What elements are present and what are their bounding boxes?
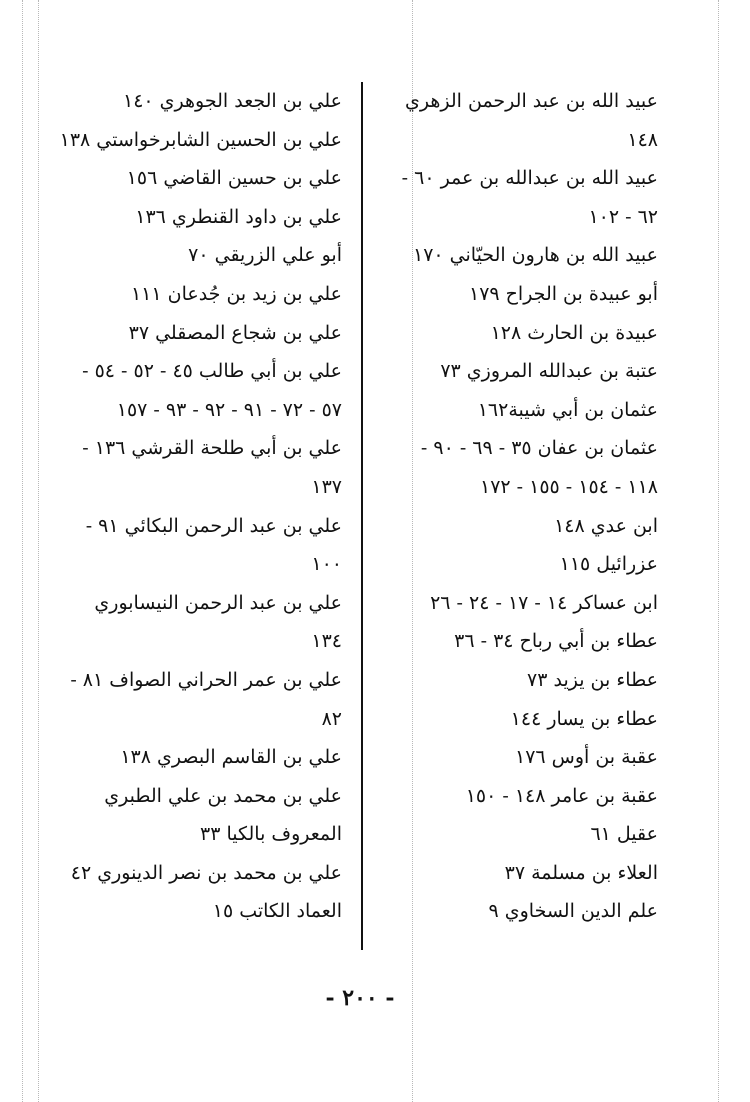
index-entry: عتبة بن عبدالله المروزي ٧٣ [440,360,658,383]
index-entry: العلاء بن مسلمة ٣٧ [504,861,658,884]
index-entry: عزرائيل ١١٥ [559,553,658,576]
index-entry: علي بن أبي طلحة القرشي ١٣٦ - [82,437,342,460]
index-entry: علي بن زيد بن جُدعان ١١١ [130,282,342,305]
index-entry: عطاء بن أبي رباح ٣٤ - ٣٦ [454,630,658,653]
index-column-left [59,82,342,931]
index-entry: عثمان بن عفان ٣٥ - ٦٩ - ٩٠ - [420,437,658,460]
index-entry: علي بن عمر الحراني الصواف ٨١ - [70,668,342,691]
index-entry: ١٤٨ [627,128,658,151]
index-entry: عبيد الله بن هارون الحيّاني ١٧٠ [413,244,658,267]
index-entry: علي بن محمد بن نصر الدينوري ٤٢ [70,861,342,884]
index-entry: علم الدين السخاوي ٩ [488,900,658,923]
index-entry: عبيدة بن الحارث ١٢٨ [490,321,658,344]
index-entry: ٦٢ - ١٠٢ [588,205,658,228]
scan-artifact-line [38,0,39,1102]
index-entry: عثمان بن أبي شيبة١٦٢ [477,398,658,421]
index-entry: ٥٧ - ٧٢ - ٩١ - ٩٢ - ٩٣ - ١٥٧ [116,398,342,421]
index-column-right [373,82,658,931]
index-entry: علي بن شجاع المصقلي ٣٧ [128,321,342,344]
index-entry: علي بن حسين القاضي ١٥٦ [126,167,342,190]
index-entry: علي بن محمد بن علي الطبري [104,784,342,807]
index-entry: علي بن القاسم البصري ١٣٨ [120,746,342,769]
index-entry: علي بن عبد الرحمن النيسابوري [94,591,342,614]
index-entry: ١١٨ - ١٥٤ - ١٥٥ - ١٧٢ [480,475,658,498]
index-entry: عطاء بن يسار ١٤٤ [510,707,658,730]
index-entry: العماد الكاتب ١٥ [212,900,342,923]
index-entry: عقيل ٦١ [590,823,658,846]
scan-artifact-line [718,0,719,1102]
index-entry: علي بن الجعد الجوهري ١٤٠ [123,90,342,112]
index-entry: أبو علي الزريقي ٧٠ [188,244,342,267]
index-entry: عبيد الله بن عبد الرحمن الزهري [405,90,658,112]
index-entry: ١٣٤ [311,630,342,653]
index-entry: علي بن الحسين الشابرخواستي ١٣٨ [59,128,342,151]
scan-artifact-line [22,0,23,1102]
index-entry: ابن عدي ١٤٨ [554,514,658,537]
index-entry: عطاء بن يزيد ٧٣ [527,668,658,691]
page-number: - ٢٠٠ - [325,985,395,1011]
index-entry: ١٣٧ [311,475,342,498]
index-entry: علي بن أبي طالب ٤٥ - ٥٢ - ٥٤ - [82,360,342,383]
index-entry: ابن عساكر ١٤ - ١٧ - ٢٤ - ٢٦ [430,591,658,614]
index-entry: علي بن داود القنطري ١٣٦ [135,205,342,228]
index-entry: عقبة بن عامر ١٤٨ - ١٥٠ [465,784,658,807]
index-entry: علي بن عبد الرحمن البكائي ٩١ - [85,514,342,537]
index-entry: ١٠٠ [311,553,342,576]
index-entry: ٨٢ [321,707,342,730]
index-entry: عقبة بن أوس ١٧٦ [514,746,658,769]
column-divider [361,82,363,950]
index-entry: عبيد الله بن عبدالله بن عمر ٦٠ - [401,167,658,190]
index-entry: أبو عبيدة بن الجراح ١٧٩ [468,282,658,305]
index-entry: المعروف بالكيا ٣٣ [200,823,342,846]
